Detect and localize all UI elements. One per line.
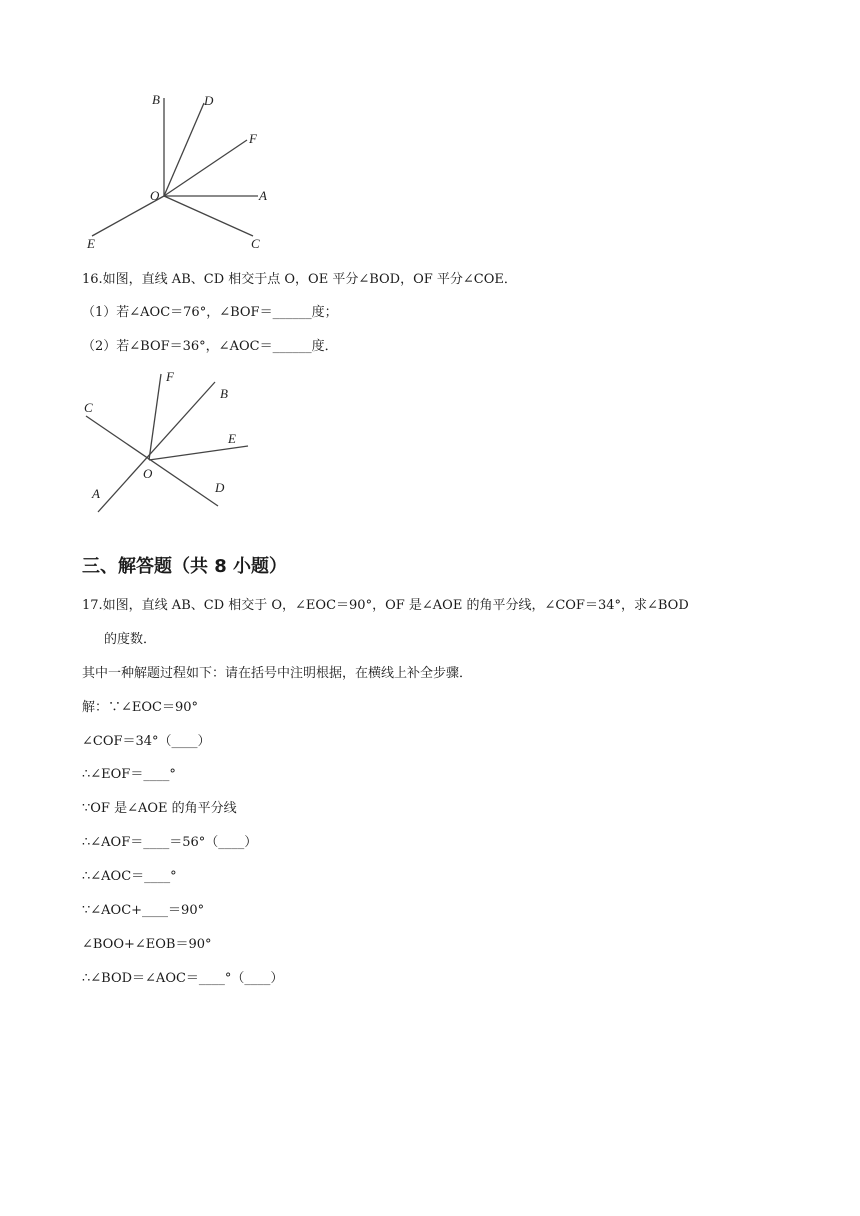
q17-step-3: ∴∠EOF＝____° xyxy=(82,767,176,782)
q17-step-7: ∵∠AOC+____＝90° xyxy=(82,903,205,918)
figure-1-svg xyxy=(80,88,280,258)
q17-step-8: ∠BOO+∠EOB＝90° xyxy=(82,937,212,952)
label-e: E xyxy=(228,431,236,446)
label-f: F xyxy=(166,369,174,384)
q16-part1: （1）若∠AOC＝76°，∠BOF＝______度； xyxy=(82,305,338,320)
q16-part2: （2）若∠BOF＝36°，∠AOC＝______度． xyxy=(82,339,338,354)
section-heading: 三、解答题（共 8 小题） xyxy=(82,556,288,577)
q17-stem-line2: 的度数． xyxy=(104,632,157,647)
label-d: D xyxy=(204,93,214,108)
ray-oe xyxy=(149,446,248,460)
label-a: A xyxy=(92,486,100,501)
label-d: D xyxy=(215,480,225,495)
q17-instruction: 其中一种解题过程如下：请在括号中注明根据，在横线上补全步骤． xyxy=(82,666,473,681)
ray-of xyxy=(149,374,161,460)
label-c: C xyxy=(84,400,93,415)
q17-step-1: 解：∵∠EOC＝90° xyxy=(82,700,199,715)
figure-2-svg xyxy=(78,366,258,518)
q17-step-9: ∴∠BOD＝∠AOC＝____°（____） xyxy=(82,971,284,986)
q17-step-6: ∴∠AOC＝____° xyxy=(82,869,177,884)
line-cd xyxy=(86,416,218,506)
label-e: E xyxy=(87,236,95,251)
label-a: A xyxy=(259,188,267,203)
figure-2-intersecting-lines xyxy=(78,366,258,518)
label-b: B xyxy=(152,92,160,107)
ray-oc xyxy=(164,196,253,236)
q17-step-4: ∵OF 是∠AOE 的角平分线 xyxy=(82,801,237,816)
q17-step-2: ∠COF＝34°（____） xyxy=(82,734,211,749)
q17-step-5: ∴∠AOF＝____＝56°（____） xyxy=(82,835,258,850)
q17-stem-line1: 17.如图，直线 AB、CD 相交于 O，∠EOC＝90°，OF 是∠AOE 的角平分线，∠COF＝34°，求∠BOD xyxy=(82,598,689,613)
q16-stem: 16.如图，直线 AB、CD 相交于点 O，OE 平分∠BOD，OF 平分∠COE． xyxy=(82,272,517,287)
label-b: B xyxy=(220,386,228,401)
label-c: C xyxy=(251,236,260,251)
label-o: O xyxy=(143,466,153,481)
label-o: O xyxy=(150,188,160,203)
figure-1-rays-from-o xyxy=(80,88,280,258)
label-f: F xyxy=(249,131,257,146)
